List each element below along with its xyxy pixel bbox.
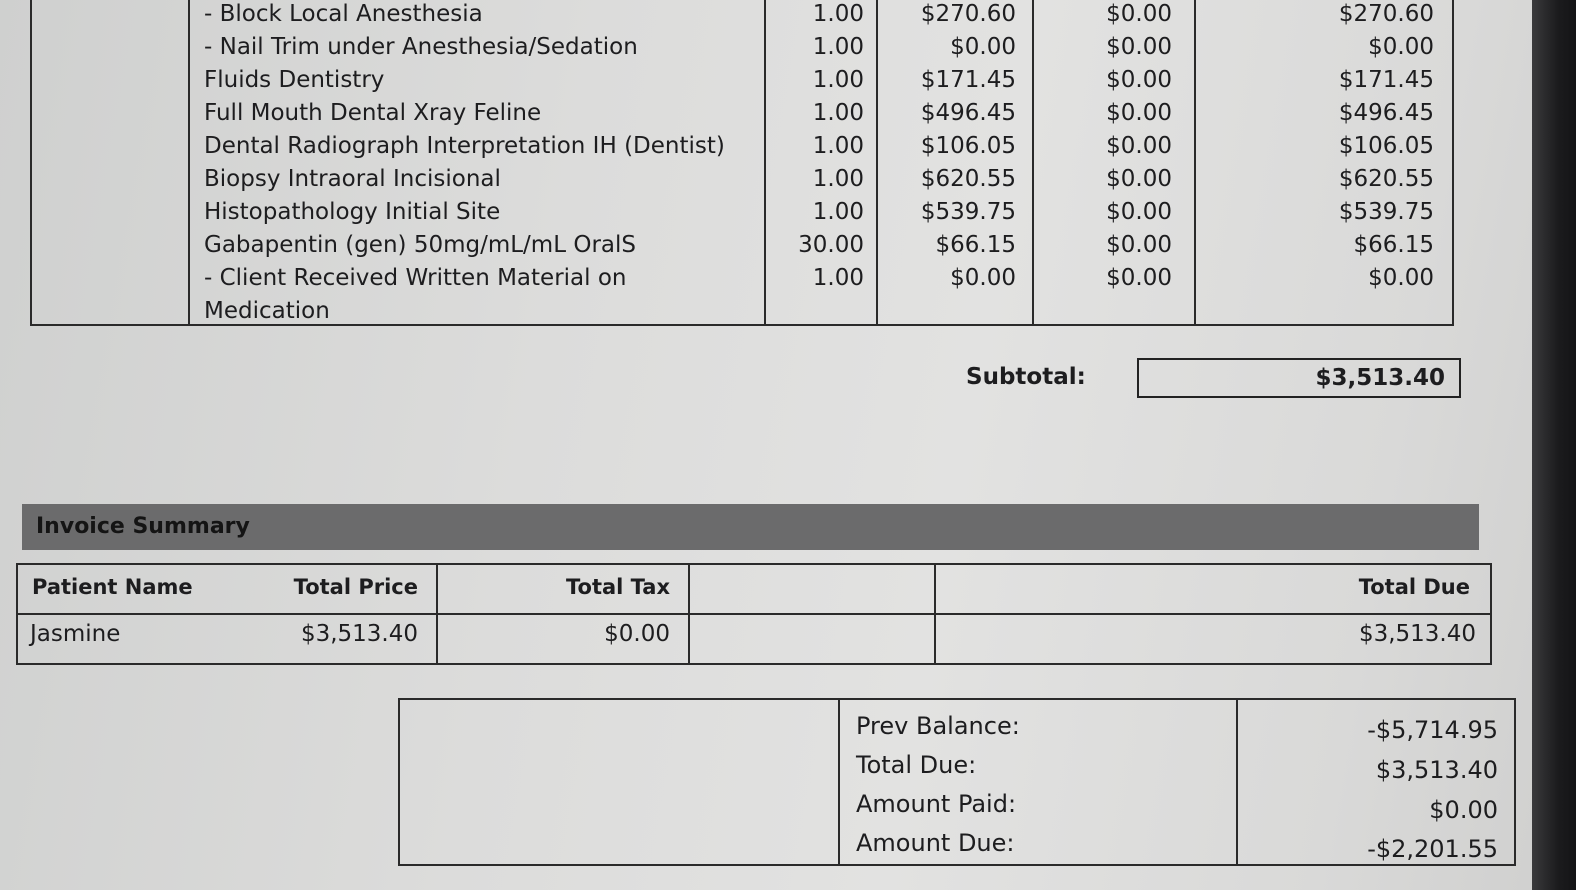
item-total: $270.60 bbox=[1338, 1, 1434, 27]
item-price: $171.45 bbox=[920, 67, 1016, 93]
item-description: - Nail Trim under Anesthesia/Sedation bbox=[204, 34, 638, 60]
header-total-due: Total Due bbox=[1358, 575, 1470, 599]
amount-due-value: -$2,201.55 bbox=[1367, 835, 1498, 863]
invoice-summary-table bbox=[16, 563, 1492, 665]
item-total: $620.55 bbox=[1338, 166, 1434, 192]
item-tax: $0.00 bbox=[1106, 232, 1172, 258]
balance-total-due-value: $3,513.40 bbox=[1375, 756, 1498, 784]
item-description: Medication bbox=[204, 298, 330, 324]
item-price: $496.45 bbox=[920, 100, 1016, 126]
column-divider bbox=[1236, 700, 1238, 864]
item-description: - Client Received Written Material on bbox=[204, 265, 627, 291]
line-item-row bbox=[32, 97, 1452, 130]
header-patient-name: Patient Name bbox=[32, 575, 193, 599]
item-description: - Block Local Anesthesia bbox=[204, 1, 483, 27]
line-item-row bbox=[32, 295, 1452, 328]
column-divider bbox=[436, 565, 438, 663]
item-price: $0.00 bbox=[950, 265, 1016, 291]
line-item-row bbox=[32, 196, 1452, 229]
amount-paid-value: $0.00 bbox=[1429, 796, 1498, 824]
item-total: $66.15 bbox=[1353, 232, 1434, 258]
item-quantity: 1.00 bbox=[812, 34, 864, 60]
column-divider bbox=[934, 565, 936, 663]
item-quantity: 1.00 bbox=[812, 100, 864, 126]
item-price: $66.15 bbox=[935, 232, 1016, 258]
line-item-row bbox=[32, 31, 1452, 64]
item-quantity: 1.00 bbox=[812, 133, 864, 159]
item-quantity: 1.00 bbox=[812, 199, 864, 225]
header-total-price: Total Price bbox=[293, 575, 418, 599]
line-item-row bbox=[32, 0, 1452, 31]
invoice-summary-header bbox=[22, 504, 1479, 550]
item-description: Dental Radiograph Interpretation IH (Dentist) bbox=[204, 133, 725, 159]
row-divider bbox=[18, 613, 1490, 615]
column-divider bbox=[838, 700, 840, 864]
item-tax: $0.00 bbox=[1106, 166, 1172, 192]
column-divider bbox=[688, 565, 690, 663]
line-item-row bbox=[32, 64, 1452, 97]
line-item-row bbox=[32, 229, 1452, 262]
item-price: $270.60 bbox=[920, 1, 1016, 27]
header-total-tax: Total Tax bbox=[565, 575, 670, 599]
amount-due-label: Amount Due: bbox=[856, 829, 1015, 857]
item-quantity: 1.00 bbox=[812, 265, 864, 291]
total-due-value: $3,513.40 bbox=[1358, 621, 1476, 647]
item-tax: $0.00 bbox=[1106, 67, 1172, 93]
total-price-value: $3,513.40 bbox=[300, 621, 418, 647]
balance-summary-box bbox=[398, 698, 1516, 866]
prev-balance-value: -$5,714.95 bbox=[1367, 716, 1498, 744]
item-total: $106.05 bbox=[1338, 133, 1434, 159]
item-tax: $0.00 bbox=[1106, 199, 1172, 225]
prev-balance-label: Prev Balance: bbox=[856, 712, 1020, 740]
line-item-row bbox=[32, 262, 1452, 295]
item-total: $496.45 bbox=[1338, 100, 1434, 126]
item-tax: $0.00 bbox=[1106, 133, 1172, 159]
item-quantity: 30.00 bbox=[798, 232, 864, 258]
item-tax: $0.00 bbox=[1106, 100, 1172, 126]
item-tax: $0.00 bbox=[1106, 1, 1172, 27]
subtotal-value: $3,513.40 bbox=[1137, 358, 1461, 398]
patient-name: Jasmine bbox=[30, 621, 121, 647]
item-description: Gabapentin (gen) 50mg/mL/mL OralS bbox=[204, 232, 636, 258]
item-price: $0.00 bbox=[950, 34, 1016, 60]
item-description: Histopathology Initial Site bbox=[204, 199, 501, 225]
item-price: $106.05 bbox=[920, 133, 1016, 159]
invoice-summary-title: Invoice Summary bbox=[36, 514, 250, 539]
total-due-label: Total Due: bbox=[856, 751, 977, 779]
item-total: $171.45 bbox=[1338, 67, 1434, 93]
line-item-row bbox=[32, 130, 1452, 163]
item-description: Fluids Dentistry bbox=[204, 67, 385, 93]
item-description: Biopsy Intraoral Incisional bbox=[204, 166, 501, 192]
line-item-row bbox=[32, 163, 1452, 196]
background-edge bbox=[1532, 0, 1576, 890]
item-total: $0.00 bbox=[1368, 34, 1434, 60]
item-quantity: 1.00 bbox=[812, 166, 864, 192]
item-tax: $0.00 bbox=[1106, 34, 1172, 60]
item-total: $539.75 bbox=[1338, 199, 1434, 225]
total-tax-value: $0.00 bbox=[604, 621, 670, 647]
item-quantity: 1.00 bbox=[812, 67, 864, 93]
item-price: $539.75 bbox=[920, 199, 1016, 225]
item-price: $620.55 bbox=[920, 166, 1016, 192]
item-description: Full Mouth Dental Xray Feline bbox=[204, 100, 542, 126]
amount-paid-label: Amount Paid: bbox=[856, 790, 1017, 818]
line-items-table bbox=[30, 0, 1454, 326]
item-quantity: 1.00 bbox=[812, 1, 864, 27]
item-tax: $0.00 bbox=[1106, 265, 1172, 291]
item-total: $0.00 bbox=[1368, 265, 1434, 291]
subtotal-label: Subtotal: bbox=[966, 364, 1086, 390]
